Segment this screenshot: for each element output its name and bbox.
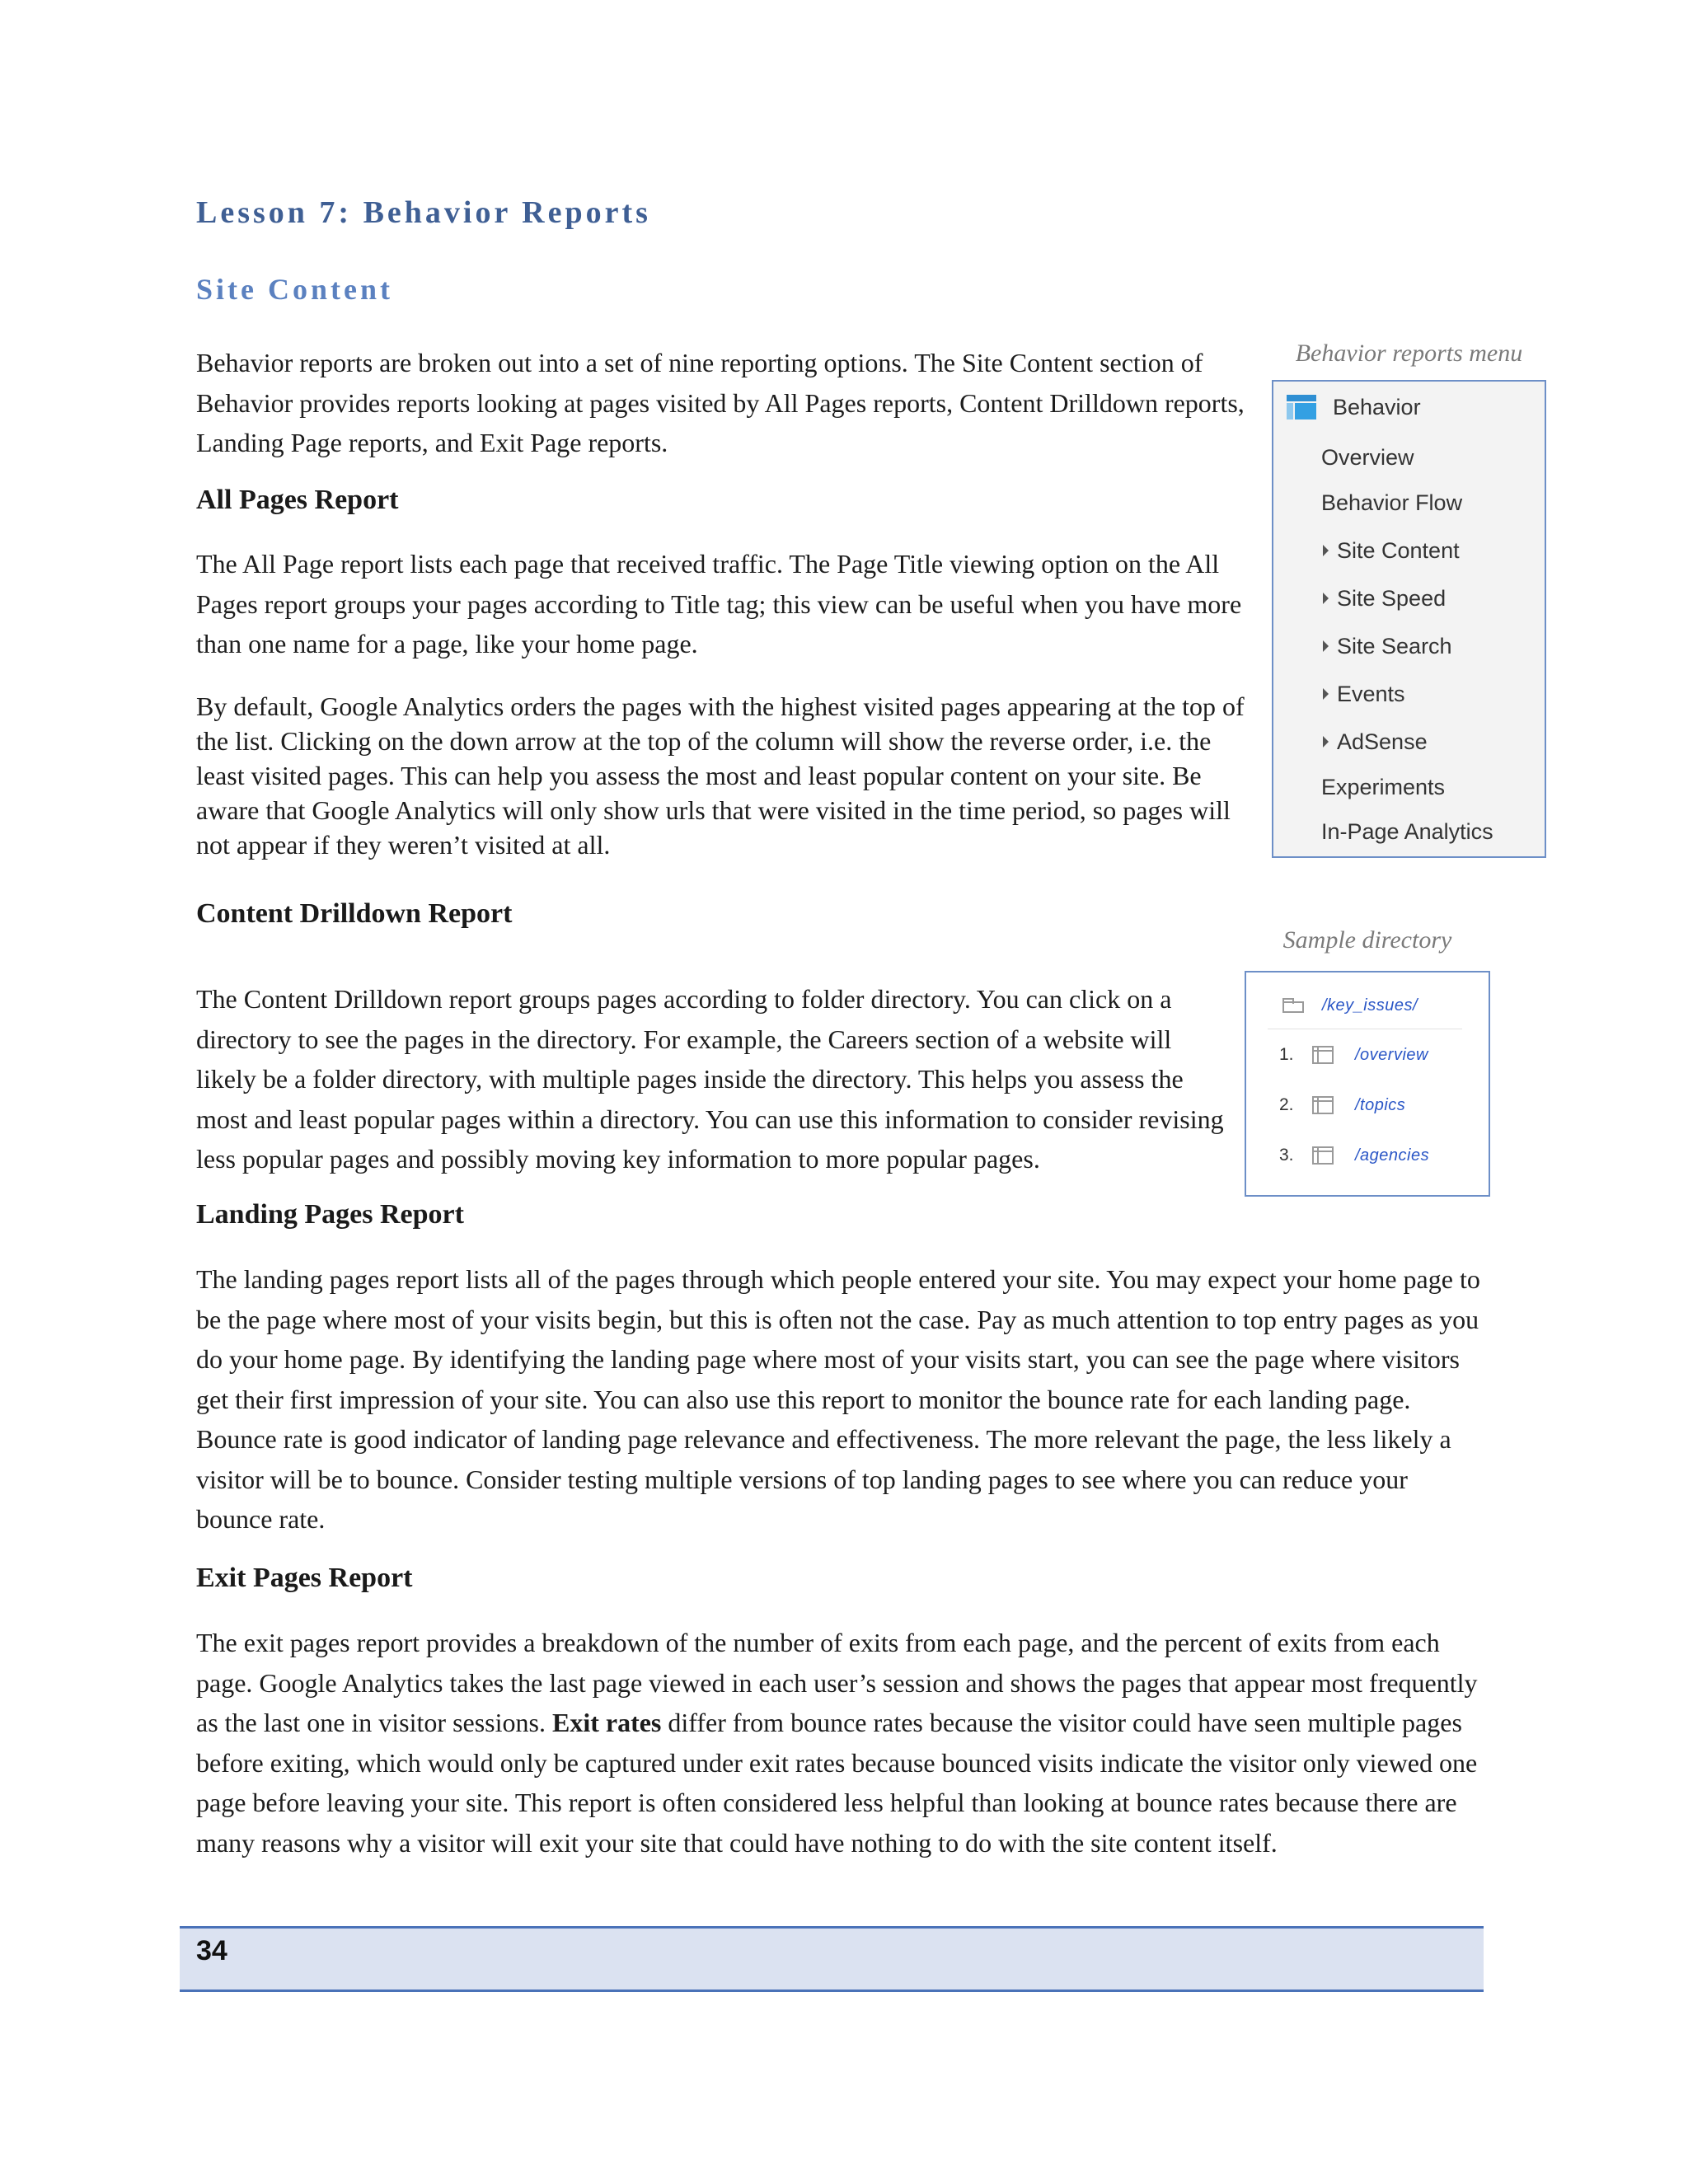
directory-page-row[interactable] [1279, 1089, 1405, 1122]
lesson-title: Lesson 7: Behavior Reports [196, 195, 651, 230]
behavior-reports-menu [1272, 380, 1546, 858]
menu-item-in-page-analytics[interactable] [1321, 817, 1493, 846]
menu-item-label: Site Content [1337, 537, 1460, 563]
row-number: 1. [1279, 1045, 1294, 1064]
menu-item-events[interactable] [1323, 679, 1405, 709]
menu-item-behavior-flow[interactable] [1321, 488, 1462, 518]
menu-item-experiments[interactable] [1321, 772, 1445, 802]
page-icon [1312, 1046, 1334, 1064]
page-footer [180, 1926, 1484, 1992]
directory-page-row[interactable] [1279, 1038, 1428, 1071]
sample-directory-box [1245, 971, 1490, 1197]
page-icon [1312, 1096, 1334, 1114]
heading-exit-pages: Exit Pages Report [196, 1563, 413, 1593]
all-pages-paragraph-1: The All Page report lists each page that received traffic. The Page Title viewing option on the All Pages report groups your pages according to Title tag; this view can be useful when you have more than one name for a page, like your home page. [196, 549, 1242, 658]
menu-header[interactable] [1287, 390, 1421, 424]
exit-pages-paragraph [196, 1623, 1486, 1863]
row-number: 3. [1279, 1146, 1294, 1165]
all-pages-paragraph-2: By default, Google Analytics orders the pages with the highest visited pages appearing at the top of the list. Clicking on the down arrow at the top of the column will show the reverse order, i.e. the least visited pages. This can help you assess the most and least popular content on your site. Be aware that Google Analytics will only show urls that were visited in the time period, so pages will not appear if they weren’t visited at all. [196, 691, 1245, 860]
caret-right-icon [1323, 688, 1329, 700]
menu-item-overview[interactable] [1321, 443, 1414, 472]
menu-item-site-content[interactable] [1323, 536, 1460, 565]
content-drilldown-paragraph: The Content Drilldown report groups pages according to folder directory. You can click on a directory to see the pages in the directory. For example, the Careers section of a website will likely be a folder directory, with multiple pages inside the directory. This helps you assess the most and least popular pages within a directory. You can use this information to consider revising less popular pages and possibly moving key information to more popular pages. [196, 984, 1224, 1174]
directory-folder-row[interactable] [1282, 989, 1418, 1022]
page-number: 34 [196, 1935, 227, 1966]
section-title-site-content: Site Content [196, 273, 393, 306]
heading-content-drilldown: Content Drilldown Report [196, 898, 513, 929]
page-link[interactable]: /agencies [1355, 1146, 1430, 1165]
menu-item-adsense[interactable] [1323, 727, 1428, 757]
exit-pages-text-2: differ from bounce rates because the visitor could have seen multiple pages before exiting, which would only be captured under exit rates because bounced visits indicate the visitor only viewed one page before leaving your site. This report is often considered less helpful than looking at bounce rates because there are many reasons why a visitor will exit your site that could have nothing to do with the site content itself. [196, 1708, 1478, 1858]
folder-link[interactable]: /key_issues/ [1322, 996, 1418, 1015]
menu-item-label: Site Speed [1337, 585, 1447, 611]
exit-rates-term: Exit rates [551, 1708, 662, 1737]
behavior-menu-caption: Behavior reports menu [1295, 340, 1523, 367]
intro-paragraph: Behavior reports are broken out into a set of nine reporting options. The Site Content section of Behavior provides reports looking at pages visited by All Pages reports, Content Drilldown reports, Landing Page reports, and Exit Page reports. [196, 348, 1245, 457]
exit-pages-text-1: The exit pages report provides a breakdown of the number of exits from each page, and the percent of exits from each page. Google Analytics takes the last page viewed in each user’s session and shows the pages that appear most frequently as the last one in visitor sessions. [196, 1628, 1478, 1737]
caret-right-icon [1323, 545, 1329, 556]
menu-item-label: Site Search [1337, 633, 1452, 658]
menu-item-site-speed[interactable] [1323, 583, 1446, 613]
sample-directory-caption: Sample directory [1282, 926, 1452, 954]
menu-title: Behavior [1333, 394, 1421, 419]
behavior-icon [1287, 395, 1316, 419]
directory-page-row[interactable] [1279, 1139, 1429, 1172]
heading-all-pages: All Pages Report [196, 485, 399, 515]
menu-item-site-search[interactable] [1323, 631, 1452, 661]
caret-right-icon [1323, 640, 1329, 652]
page-link[interactable]: /topics [1355, 1095, 1406, 1114]
menu-item-label: Behavior Flow [1321, 490, 1463, 515]
menu-item-label: Overview [1321, 444, 1414, 470]
caret-right-icon [1323, 593, 1329, 604]
heading-landing-pages: Landing Pages Report [196, 1199, 464, 1230]
menu-item-label: Experiments [1321, 774, 1446, 799]
folder-icon [1282, 998, 1304, 1013]
row-number: 2. [1279, 1095, 1294, 1114]
page-link[interactable]: /overview [1355, 1045, 1428, 1064]
landing-pages-paragraph: The landing pages report lists all of the pages through which people entered your site. You may expect your home page to be the page where most of your visits begin, but this is often not the case. Pay as much attention to top entry pages as you do your home page. By identifying the landing page where most of your visits start, you can see the page where visitors get their first impression of your site. You can also use this report to monitor the bounce rate for each landing page. Bounce rate is good indicator of landing page relevance and effectiveness. The more relevant the page, the less likely a visitor will be to bounce. Consider testing multiple versions of top landing pages to see where you can reduce your bounce rate. [196, 1264, 1480, 1534]
menu-item-label: AdSense [1337, 729, 1428, 754]
caret-right-icon [1323, 736, 1329, 748]
page-icon [1312, 1146, 1334, 1165]
menu-item-label: In-Page Analytics [1321, 818, 1493, 844]
menu-item-label: Events [1337, 681, 1405, 706]
